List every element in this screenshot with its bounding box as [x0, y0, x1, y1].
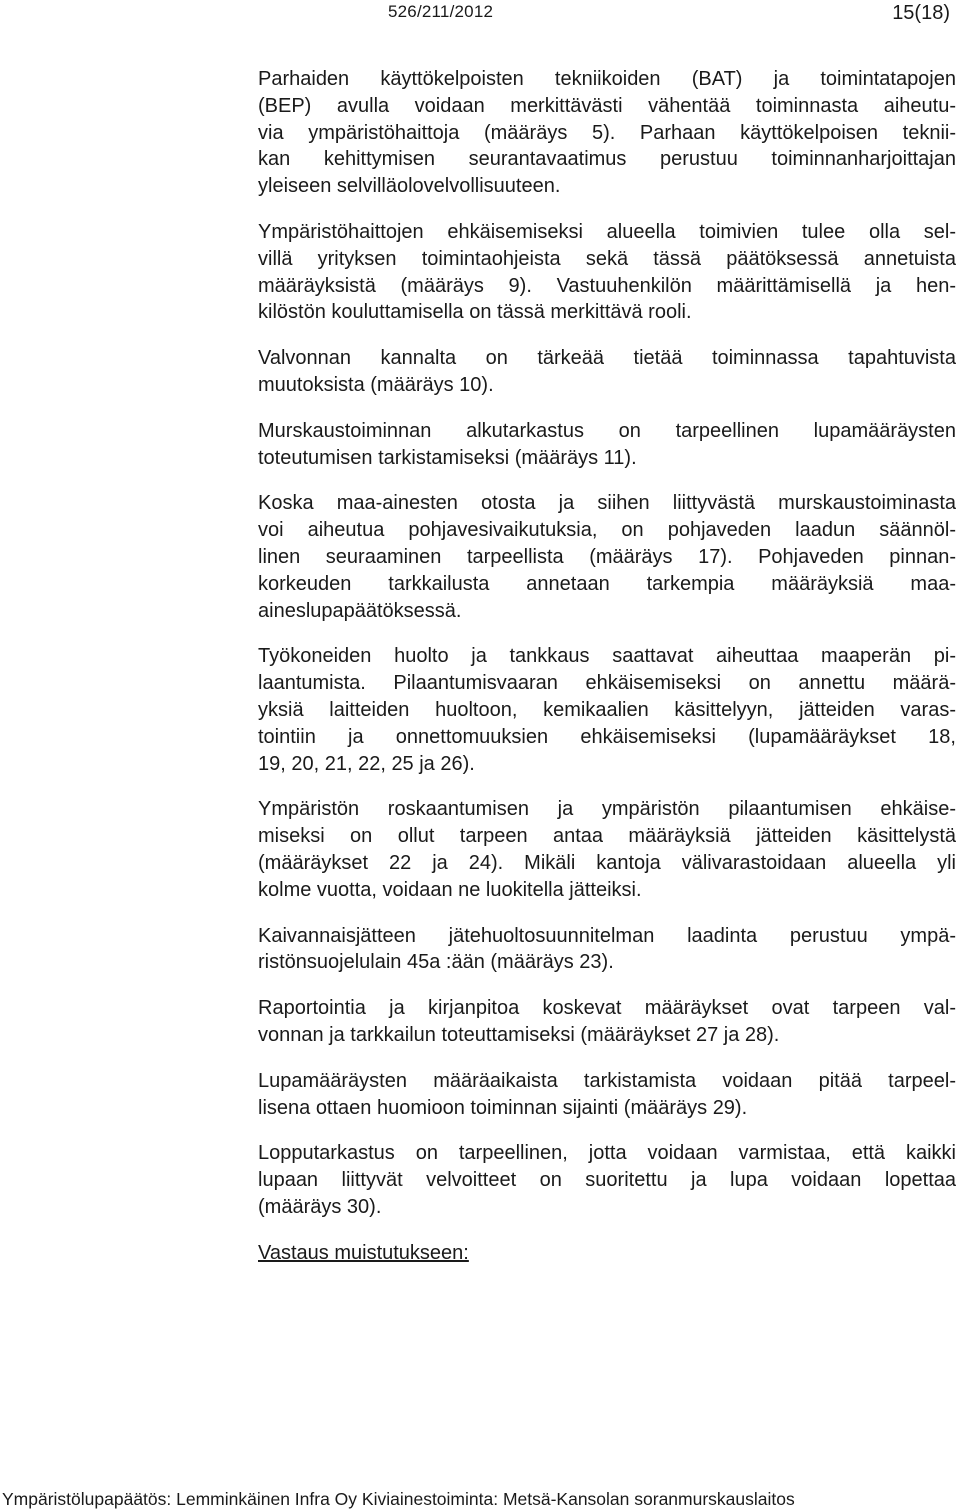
paragraph-line: Lupamääräysten määräaikaista tarkistamista voidaan pitää tarpeel- [258, 1069, 956, 1092]
paragraph-line: lupaan liittyvät velvoitteet on suoritettu ja lupa voidaan lopettaa [258, 1169, 956, 1192]
document-reference-number: 526/211/2012 [388, 2, 494, 21]
paragraph-line: Valvonnan kannalta on tärkeää tietää toiminnassa tapahtuvista [258, 347, 956, 370]
body-paragraph [258, 345, 956, 399]
body-paragraph [258, 490, 956, 624]
paragraph-line: kolme vuotta, voidaan ne luokitella jätteiksi. [258, 878, 642, 901]
paragraph-line: miseksi on ollut tarpeen antaa määräyksiä jätteiden käsittelystä [258, 825, 956, 848]
paragraph-line: Kaivannaisjätteen jätehuoltosuunnitelman laadinta perustuu ympä- [258, 924, 956, 947]
document-footer: Ympäristölupapäätös: Lemminkäinen Infra Oy Kiviainestoiminta: Metsä-Kansolan soranmurskauslaitos [2, 1489, 795, 1509]
paragraph-line: via ympäristöhaittoja (määräys 5). Parhaan käyttökelpoisen teknii- [258, 121, 956, 144]
paragraph-line: Työkoneiden huolto ja tankkaus saattavat aiheuttaa maaperän pi- [258, 645, 956, 668]
body-paragraph [258, 796, 956, 903]
paragraph-line: Raportointia ja kirjanpitoa koskevat määräykset ovat tarpeen val- [258, 997, 956, 1020]
paragraph-line: yleiseen selvilläolovelvollisuuteen. [258, 175, 561, 198]
paragraph-line: Murskaustoiminnan alkutarkastus on tarpeellinen lupamääräysten [258, 419, 956, 442]
paragraph-line: Ympäristön roskaantumisen ja ympäristön pilaantumisen ehkäise- [258, 798, 956, 821]
paragraph-line: vonnan ja tarkkailun toteuttamiseksi (määräykset 27 ja 28). [258, 1023, 780, 1046]
paragraph-line: ristönsuojelulain 45a :ään (määräys 23). [258, 951, 614, 974]
paragraph-line: linen seuraaminen tarpeellista (määräys 17). Pohjaveden pinnan- [258, 545, 956, 568]
paragraph-line: laantumista. Pilaantumisvaaran ehkäisemiseksi on annettu määrä- [258, 672, 956, 695]
paragraph-line: toteutumisen tarkistamiseksi (määräys 11). [258, 446, 637, 469]
paragraph-line: korkeuden tarkkailusta annetaan tarkempia määräyksiä maa- [258, 572, 956, 595]
paragraph-line: Parhaiden käyttökelpoisten tekniikoiden (BAT) ja toimintatapojen [258, 68, 956, 90]
paragraph-line: villä yrityksen toimintaohjeista sekä tässä päätöksessä annetuista [258, 247, 956, 270]
paragraph-line: lisena ottaen huomioon toiminnan sijainti (määräys 29). [258, 1096, 748, 1119]
paragraph-line: 19, 20, 21, 22, 25 ja 26). [258, 752, 475, 775]
body-paragraph [258, 995, 956, 1049]
page-number: 15(18) [892, 2, 950, 24]
paragraph-line: kan kehittymisen seurantavaatimus perustuu toiminnanharjoittajan [258, 148, 956, 171]
paragraph-line: määräyksistä (määräys 9). Vastuuhenkilön määrittämisellä ja hen- [258, 274, 956, 297]
paragraph-line: yksiä laitteiden huoltoon, kemikaalien käsittelyyn, jätteiden varas- [258, 698, 956, 721]
body-paragraph [258, 923, 956, 977]
paragraph-line: (BEP) avulla voidaan merkittävästi vähentää toiminnasta aiheutu- [258, 94, 956, 117]
body-paragraph [258, 219, 956, 326]
paragraph-line: tointiin ja onnettomuuksien ehkäisemiseksi (lupamääräykset 18, [258, 725, 956, 748]
paragraph-line: (määräys 30). [258, 1195, 382, 1218]
paragraph-line: Lopputarkastus on tarpeellinen, jotta voidaan varmistaa, että kaikki [258, 1142, 956, 1165]
paragraph-list [258, 66, 956, 1221]
section-heading-response: Vastaus muistutukseen: [258, 1241, 469, 1264]
paragraph-line: Koska maa-ainesten otosta ja siihen liittyvästä murskaustoiminasta [258, 492, 956, 515]
paragraph-line: muutoksista (määräys 10). [258, 373, 494, 396]
body-paragraph [258, 418, 956, 472]
paragraph-line: voi aiheutua pohjavesivaikutuksia, on pohjaveden laadun säännöl- [258, 519, 956, 542]
body-paragraph [258, 66, 956, 200]
paragraph-line: kilöstön kouluttamisella on tässä merkittävä rooli. [258, 301, 692, 324]
paragraph-line: (määräykset 22 ja 24). Mikäli kantoja välivarastoidaan alueella yli [258, 851, 956, 874]
document-body [258, 66, 956, 1266]
body-paragraph [258, 1068, 956, 1122]
paragraph-line: aineslupapäätöksessä. [258, 599, 462, 622]
paragraph-line: Ympäristöhaittojen ehkäisemiseksi alueella toimivien tulee olla sel- [258, 220, 956, 243]
body-paragraph [258, 643, 956, 777]
body-paragraph [258, 1140, 956, 1220]
